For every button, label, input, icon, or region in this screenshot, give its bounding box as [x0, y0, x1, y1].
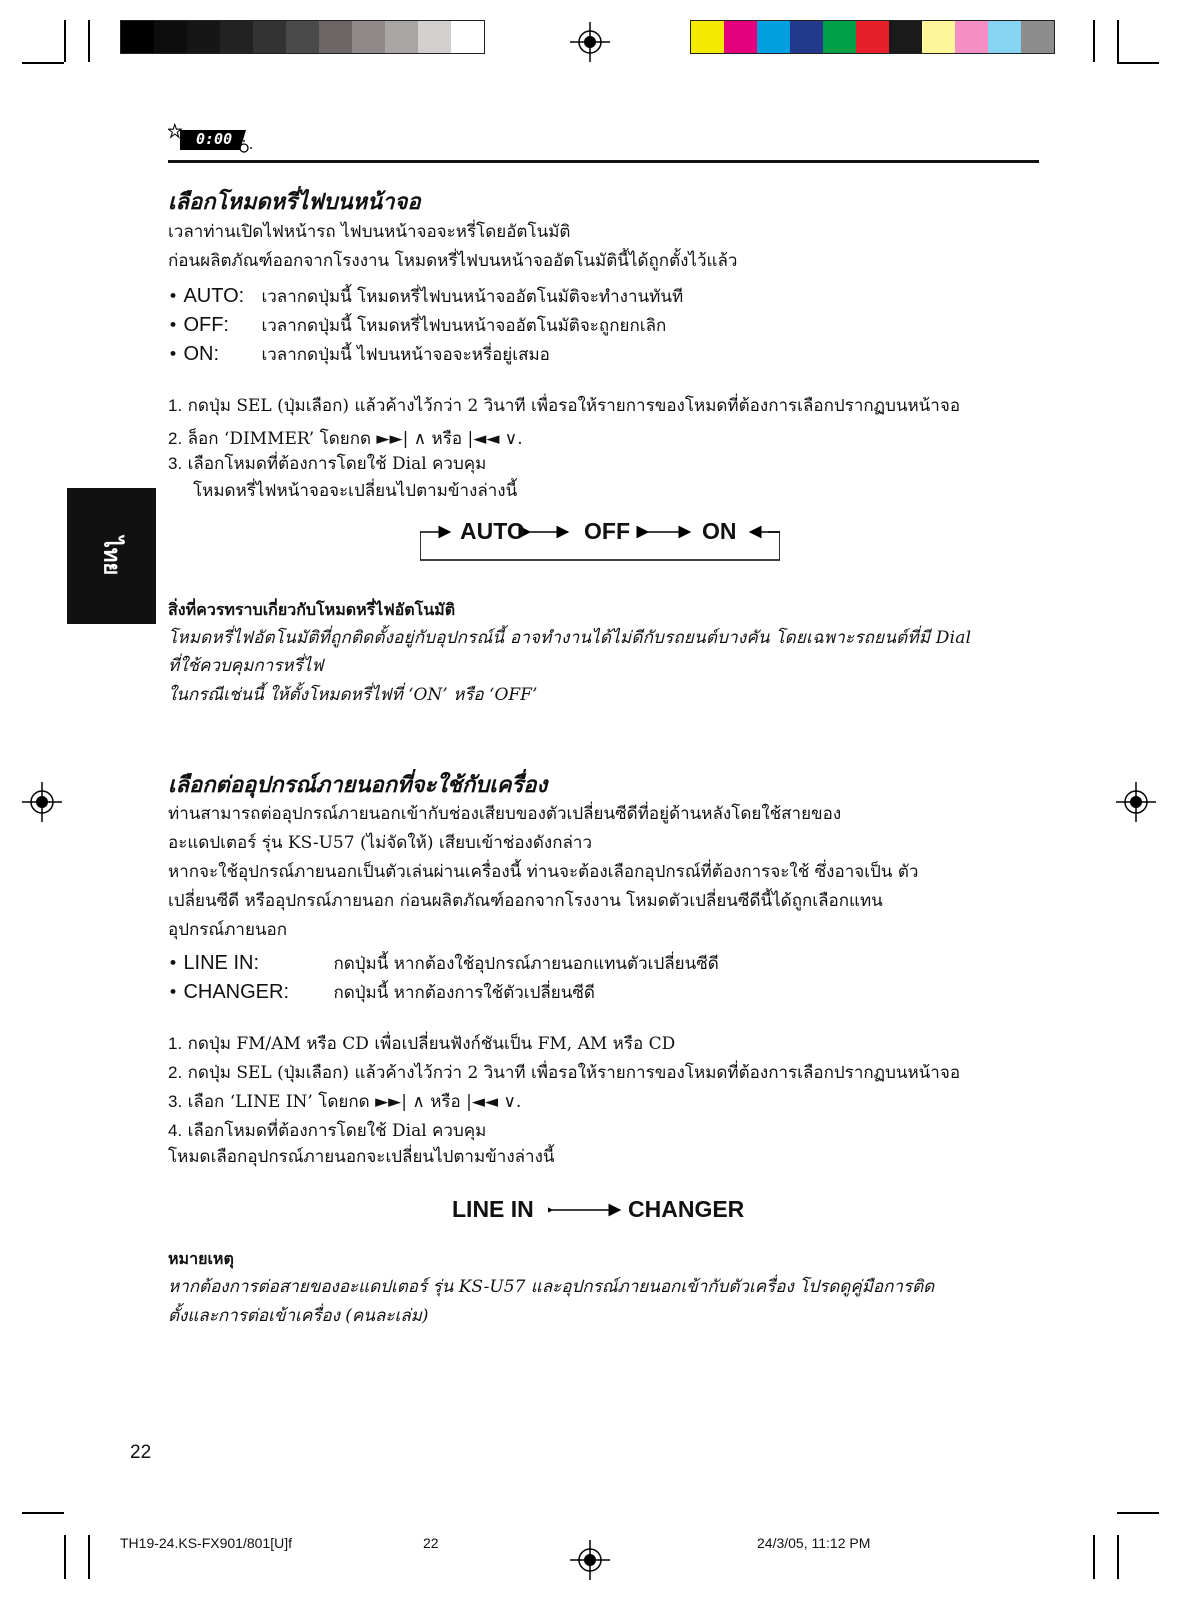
bullet-item: • ON: เวลากดปุ่มนี้ ไฟบนหน้าจอจะหรี่อยู่เสมอ: [168, 343, 550, 365]
color-swatch: [790, 21, 823, 53]
bullet-item: • CHANGER: กดปุ่มนี้ หากต้องการใช้ตัวเปลี่ยนซีดี: [168, 981, 595, 1003]
intro-line: อุปกรณ์ภายนอก: [168, 920, 288, 940]
note-title: หมายเหตุ: [168, 1249, 234, 1268]
registration-mark-icon: [570, 1540, 610, 1580]
crop-mark: [88, 20, 90, 62]
crop-mark: [1117, 1512, 1159, 1514]
section-title: เลือกโหมดหรี่ไฟบนหน้าจอ: [168, 189, 421, 215]
footer-file: TH19-24.KS-FX901/801[U]f: [120, 1535, 292, 1551]
flow-auto: AUTO: [460, 518, 525, 544]
color-swatch: [691, 21, 724, 53]
flow-off: OFF: [584, 518, 630, 544]
crop-mark: [1117, 1535, 1119, 1579]
color-swatch: [187, 21, 220, 53]
note-line: โหมดหรี่ไฟอัตโนมัติที่ถูกติดตั้งอยู่กับอุปกรณ์นี้ อาจทำงานได้ไม่ดีกับรถยนต์บางคัน โดยเฉพาะรถยนต์ที่มี Dial: [168, 628, 972, 648]
crop-mark: [22, 62, 64, 64]
color-swatch: [121, 21, 154, 53]
color-swatch: [889, 21, 922, 53]
color-swatch: [988, 21, 1021, 53]
crop-mark: [1117, 62, 1159, 64]
intro-line: ก่อนผลิตภัณฑ์ออกจากโรงงาน โหมดหรี่ไฟบนหน้าจออัตโนมัตินี้ได้ถูกตั้งไว้แล้ว: [168, 251, 738, 271]
flow-on: ON: [702, 518, 737, 544]
color-swatch: [922, 21, 955, 53]
step: 3. เลือกโหมดที่ต้องการโดยใช้ Dial ควบคุม: [168, 454, 487, 474]
header-rule: [168, 160, 1039, 163]
language-tab-label: ไทย: [98, 536, 123, 576]
crop-mark: [1093, 1535, 1095, 1579]
clock-display: 0:00: [196, 130, 233, 148]
color-swatch: [856, 21, 889, 53]
step: 2. กดปุ่ม SEL (ปุ่มเลือก) แล้วค้างไว้กว่า 2 วินาที เพื่อรอให้รายการของโหมดที่ต้องการเลือกปรากฏบนหน้าจอ: [168, 1063, 961, 1083]
page-number: 22: [130, 1442, 152, 1463]
color-swatch: [1021, 21, 1054, 53]
color-swatch: [418, 21, 451, 53]
step: 1. กดปุ่ม SEL (ปุ่มเลือก) แล้วค้างไว้กว่า 2 วินาที เพื่อรอให้รายการของโหมดที่ต้องการเลือกปรากฏบนหน้าจอ: [168, 396, 961, 416]
step: 2. ล็อก ‘DIMMER’ โดยกด ►►| ∧ หรือ |◄◄ ∨.: [168, 429, 523, 449]
crop-mark: [64, 1535, 66, 1579]
color-swatch: [154, 21, 187, 53]
bullet-item: • LINE IN: กดปุ่มนี้ หากต้องใช้อุปกรณ์ภายนอกแทนตัวเปลี่ยนซีดี: [168, 952, 719, 974]
note-line: ที่ใช้ควบคุมการหรี่ไฟ: [168, 656, 324, 676]
registration-mark-icon: [570, 22, 610, 62]
note-line: ตั้งและการต่อเข้าเครื่อง (คนละเล่ม): [168, 1306, 429, 1326]
step: 3. เลือก ‘LINE IN’ โดยกด ►►| ∧ หรือ |◄◄ ∨.: [168, 1092, 522, 1112]
process-color-bar: [690, 20, 1055, 54]
color-swatch: [286, 21, 319, 53]
language-tab: [67, 488, 156, 624]
intro-line: อะแดปเตอร์ รุ่น KS-U57 (ไม่จัดให้) เสียบเข้าช่องดังกล่าว: [168, 833, 592, 853]
crop-mark: [1093, 20, 1095, 62]
color-swatch: [757, 21, 790, 53]
color-swatch: [352, 21, 385, 53]
color-swatch: [955, 21, 988, 53]
footer-datetime: 24/3/05, 11:12 PM: [757, 1535, 871, 1551]
clock-icon: [168, 122, 252, 154]
color-swatch: [724, 21, 757, 53]
color-swatch: [220, 21, 253, 53]
color-swatch: [451, 21, 484, 53]
bullet-item: • AUTO: เวลากดปุ่มนี้ โหมดหรี่ไฟบนหน้าจออัตโนมัติจะทำงานทันที: [168, 285, 684, 307]
crop-mark: [88, 1535, 90, 1579]
footer-page: 22: [423, 1535, 439, 1551]
bullet-item: • OFF: เวลากดปุ่มนี้ โหมดหรี่ไฟบนหน้าจออัตโนมัติจะถูกยกเลิก: [168, 314, 667, 336]
color-swatch: [319, 21, 352, 53]
grayscale-color-bar: [120, 20, 485, 54]
step: 4. เลือกโหมดที่ต้องการโดยใช้ Dial ควบคุม: [168, 1121, 487, 1141]
intro-line: ท่านสามารถต่ออุปกรณ์ภายนอกเข้ากับช่องเสียบของตัวเปลี่ยนซีดีที่อยู่ด้านหลังโดยใช้สายของ: [168, 804, 842, 824]
color-swatch: [385, 21, 418, 53]
crop-mark: [1117, 20, 1119, 62]
step: 1. กดปุ่ม FM/AM หรือ CD เพื่อเปลี่ยนฟังก์ชันเป็น FM, AM หรือ CD: [168, 1034, 676, 1054]
crop-mark: [22, 1512, 64, 1514]
flow-line-in: LINE IN: [452, 1196, 534, 1222]
input-flow-arrow: [548, 1200, 624, 1220]
intro-line: หากจะใช้อุปกรณ์ภายนอกเป็นตัวเล่นผ่านเครื่องนี้ ท่านจะต้องเลือกอุปกรณ์ที่ต้องการจะใช้ ซึ่งอาจเป็น ตัว: [168, 862, 919, 882]
step-subtext: โหมดหรี่ไฟหน้าจอจะเปลี่ยนไปตามข้างล่างนี้: [193, 481, 518, 501]
intro-line: เปลี่ยนซีดี หรืออุปกรณ์ภายนอก ก่อนผลิตภัณฑ์ออกจากโรงงาน โหมดตัวเปลี่ยนซีดีนี้ได้ถูกเลือกแทน: [168, 891, 883, 911]
registration-mark-icon: [1116, 782, 1156, 822]
color-swatch: [253, 21, 286, 53]
registration-mark-icon: [22, 782, 62, 822]
flow-changer: CHANGER: [628, 1196, 745, 1222]
section-title: เลือกต่ออุปกรณ์ภายนอกที่จะใช้กับเครื่อง: [168, 772, 548, 798]
intro-line: เวลาท่านเปิดไฟหน้ารถ ไฟบนหน้าจอจะหรี่โดยอัตโนมัติ: [168, 222, 571, 242]
color-swatch: [823, 21, 856, 53]
note-title: สิ่งที่ควรทราบเกี่ยวกับโหมดหรี่ไฟอัตโนมัติ: [168, 600, 456, 619]
crop-mark: [64, 20, 66, 62]
step-subtext: โหมดเลือกอุปกรณ์ภายนอกจะเปลี่ยนไปตามข้างล่างนี้: [168, 1147, 555, 1167]
note-line: หากต้องการต่อสายของอะแดปเตอร์ รุ่น KS-U57 และอุปกรณ์ภายนอกเข้ากับตัวเครื่อง โปรดดูคู่มือการติด: [168, 1277, 935, 1297]
note-line: ในกรณีเช่นนี้ ให้ตั้งโหมดหรี่ไฟที่ ‘ON’ หรือ ‘OFF’: [168, 685, 538, 705]
